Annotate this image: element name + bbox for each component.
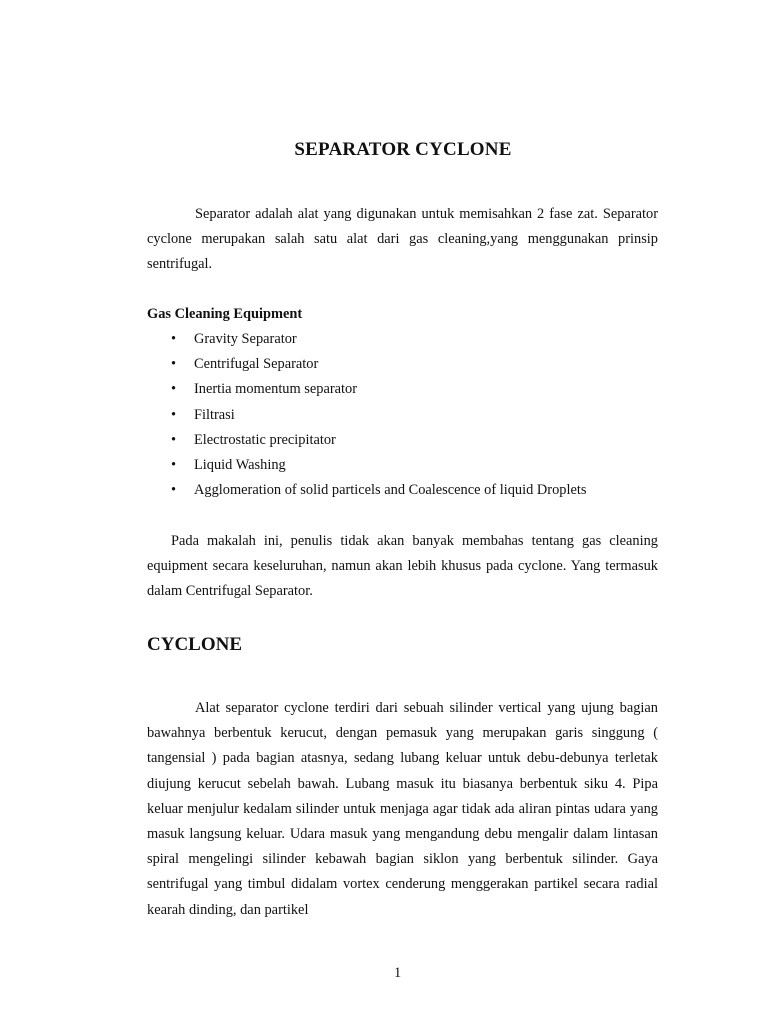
cyclone-section-heading: CYCLONE <box>147 634 243 655</box>
list-item <box>147 428 667 453</box>
list-item-text: Filtrasi <box>194 406 235 423</box>
intro-paragraph: Separator adalah alat yang digunakan untuk memisahkan 2 fase zat. Separator cyclone merupakan salah satu alat dari gas cleaning,yang menggunakan prinsip sentrifugal. <box>147 206 658 273</box>
bullet-icon: • <box>171 381 177 398</box>
list-item-text: Agglomeration of solid particels and Coalescence of liquid Droplets <box>194 482 587 499</box>
makalah-paragraph: Pada makalah ini, penulis tidak akan banyak membahas tentang gas cleaning equipment secara keseluruhan, namun akan lebih khusus pada cyclone. Yang termasuk dalam Centrifugal Separator. <box>147 533 658 600</box>
equipment-list <box>147 327 667 503</box>
bullet-icon: • <box>171 356 177 373</box>
bullet-icon: • <box>171 431 177 448</box>
bullet-icon: • <box>171 482 177 499</box>
document-title: SEPARATOR CYCLONE <box>294 139 512 160</box>
list-item-text: Liquid Washing <box>194 456 286 473</box>
list-item-text: Electrostatic precipitator <box>194 431 336 448</box>
list-item-text: Inertia momentum separator <box>194 381 358 398</box>
list-item-text: Centrifugal Separator <box>194 356 319 373</box>
bullet-icon: • <box>171 406 177 423</box>
list-item <box>147 352 667 377</box>
list-item <box>147 403 667 428</box>
equipment-section-heading: Gas Cleaning Equipment <box>147 306 303 322</box>
list-item <box>147 478 667 503</box>
list-item <box>147 377 667 402</box>
cyclone-paragraph: Alat separator cyclone terdiri dari sebuah silinder vertical yang ujung bagian bawahnya berbentuk kerucut, dengan pemasuk yang merupakan garis singgung ( tangensial ) pada bagian atasnya, sedang lubang keluar untuk debu-debunya terletak diujung kerucut sebelah bawah. Lubang masuk itu biasanya berbentuk siku 4. Pipa keluar menjulur kedalam silinder untuk menjaga agar tidak ada aliran pintas udara yang masuk langsung keluar. Udara masuk yang mengandung debu mengalir dalam lintasan spiral mengelingi silinder kebawah bagian siklon yang berbentuk silinder. Gaya sentrifugal yang timbul didalam vortex cenderung menggerakan partikel secara radial kearah dinding, dan partikel <box>147 700 658 918</box>
list-item <box>147 327 667 352</box>
bullet-icon: • <box>171 456 177 473</box>
list-item-text: Gravity Separator <box>194 331 297 347</box>
bullet-icon: • <box>171 331 177 347</box>
page-number: 1 <box>394 965 402 981</box>
list-item <box>147 453 667 478</box>
